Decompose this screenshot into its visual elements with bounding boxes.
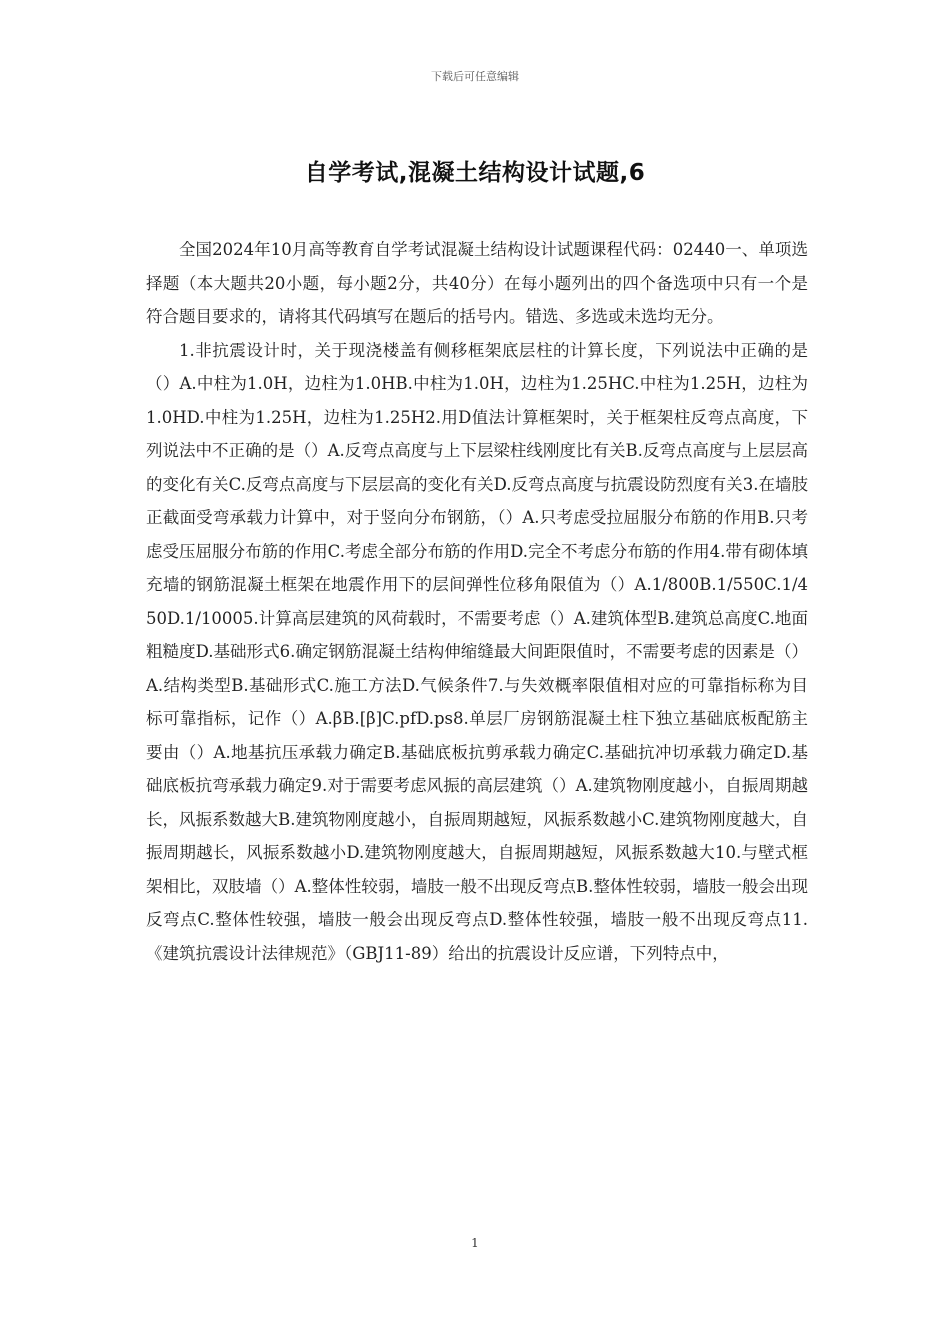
intro-paragraph: 全国2024年10月高等教育自学考试混凝土结构设计试题课程代码：02440一、单项选择题（本大题共20小题，每小题2分，共40分）在每小题列出的四个备选项中只有一个是符合题目要求的，请将其代码填写在题后的括号内。错选、多选或未选均无分。 xyxy=(146,240,808,326)
page-number: 1 xyxy=(471,1236,479,1250)
document-body xyxy=(146,233,808,970)
page-header-note: 下载后可任意编辑 xyxy=(431,70,519,83)
document-title: 自学考试,混凝土结构设计试题,6 xyxy=(304,160,646,186)
questions-paragraph: 1.非抗震设计时，关于现浇楼盖有侧移框架底层柱的计算长度，下列说法中正确的是（）A.中柱为1.0H，边柱为1.0HB.中柱为1.0H，边柱为1.25HC.中柱为1.25H，边柱为1.0HD.中柱为1.25H，边柱为1.25H2.用D值法计算框架时，关于框架柱反弯点高度，下列说法中不正确的是（）A.反弯点高度与上下层梁柱线刚度比有关B.反弯点高度与上层层高的变化有关C.反弯点高度与下层层高的变化有关D.反弯点高度与抗震设防烈度有关3.在墙肢正截面受弯承载力计算中，对于竖向分布钢筋，（）A.只考虑受拉屈服分布筋的作用B.只考虑受压屈服分布筋的作用C.考虑全部分布筋的作用D.完全不考虑分布筋的作用4.带有砌体填充墙的钢筋混凝土框架在地震作用下的层间弹性位移角限值为（）A.1/800B.1/550C.1/450D.1/10005.计算高层建筑的风荷载时，不需要考虑（）A.建筑体型B.建筑总高度C.地面粗糙度D.基础形式6.确定钢筋混凝土结构伸缩缝最大间距限值时，不需要考虑的因素是（）A.结构类型B.基础形式C.施工方法D.气候条件7.与失效概率限值相对应的可靠指标称为目标可靠指标，记作（）A.βB.[β]C.pfD.ps8.单层厂房钢筋混凝土柱下独立基础底板配筋主要由（）A.地基抗压承载力确定B.基础底板抗剪承载力确定C.基础抗冲切承载力确定D.基础底板抗弯承载力确定9.对于需要考虑风振的高层建筑（）A.建筑物刚度越小，自振周期越长，风振系数越大B.建筑物刚度越小，自振周期越短，风振系数越小C.建筑物刚度越大，自振周期越长，风振系数越小D.建筑物刚度越大，自振周期越短，风振系数越大10.与壁式框架相比，双肢墙（）A.整体性较弱，墙肢一般不出现反弯点B.整体性较弱，墙肢一般会出现反弯点C.整体性较强，墙肢一般会出现反弯点D.整体性较强，墙肢一般不出现反弯点11.《建筑抗震设计法律规范》（GBJ11-89）给出的抗震设计反应谱，下列特点中， xyxy=(146,340,809,963)
